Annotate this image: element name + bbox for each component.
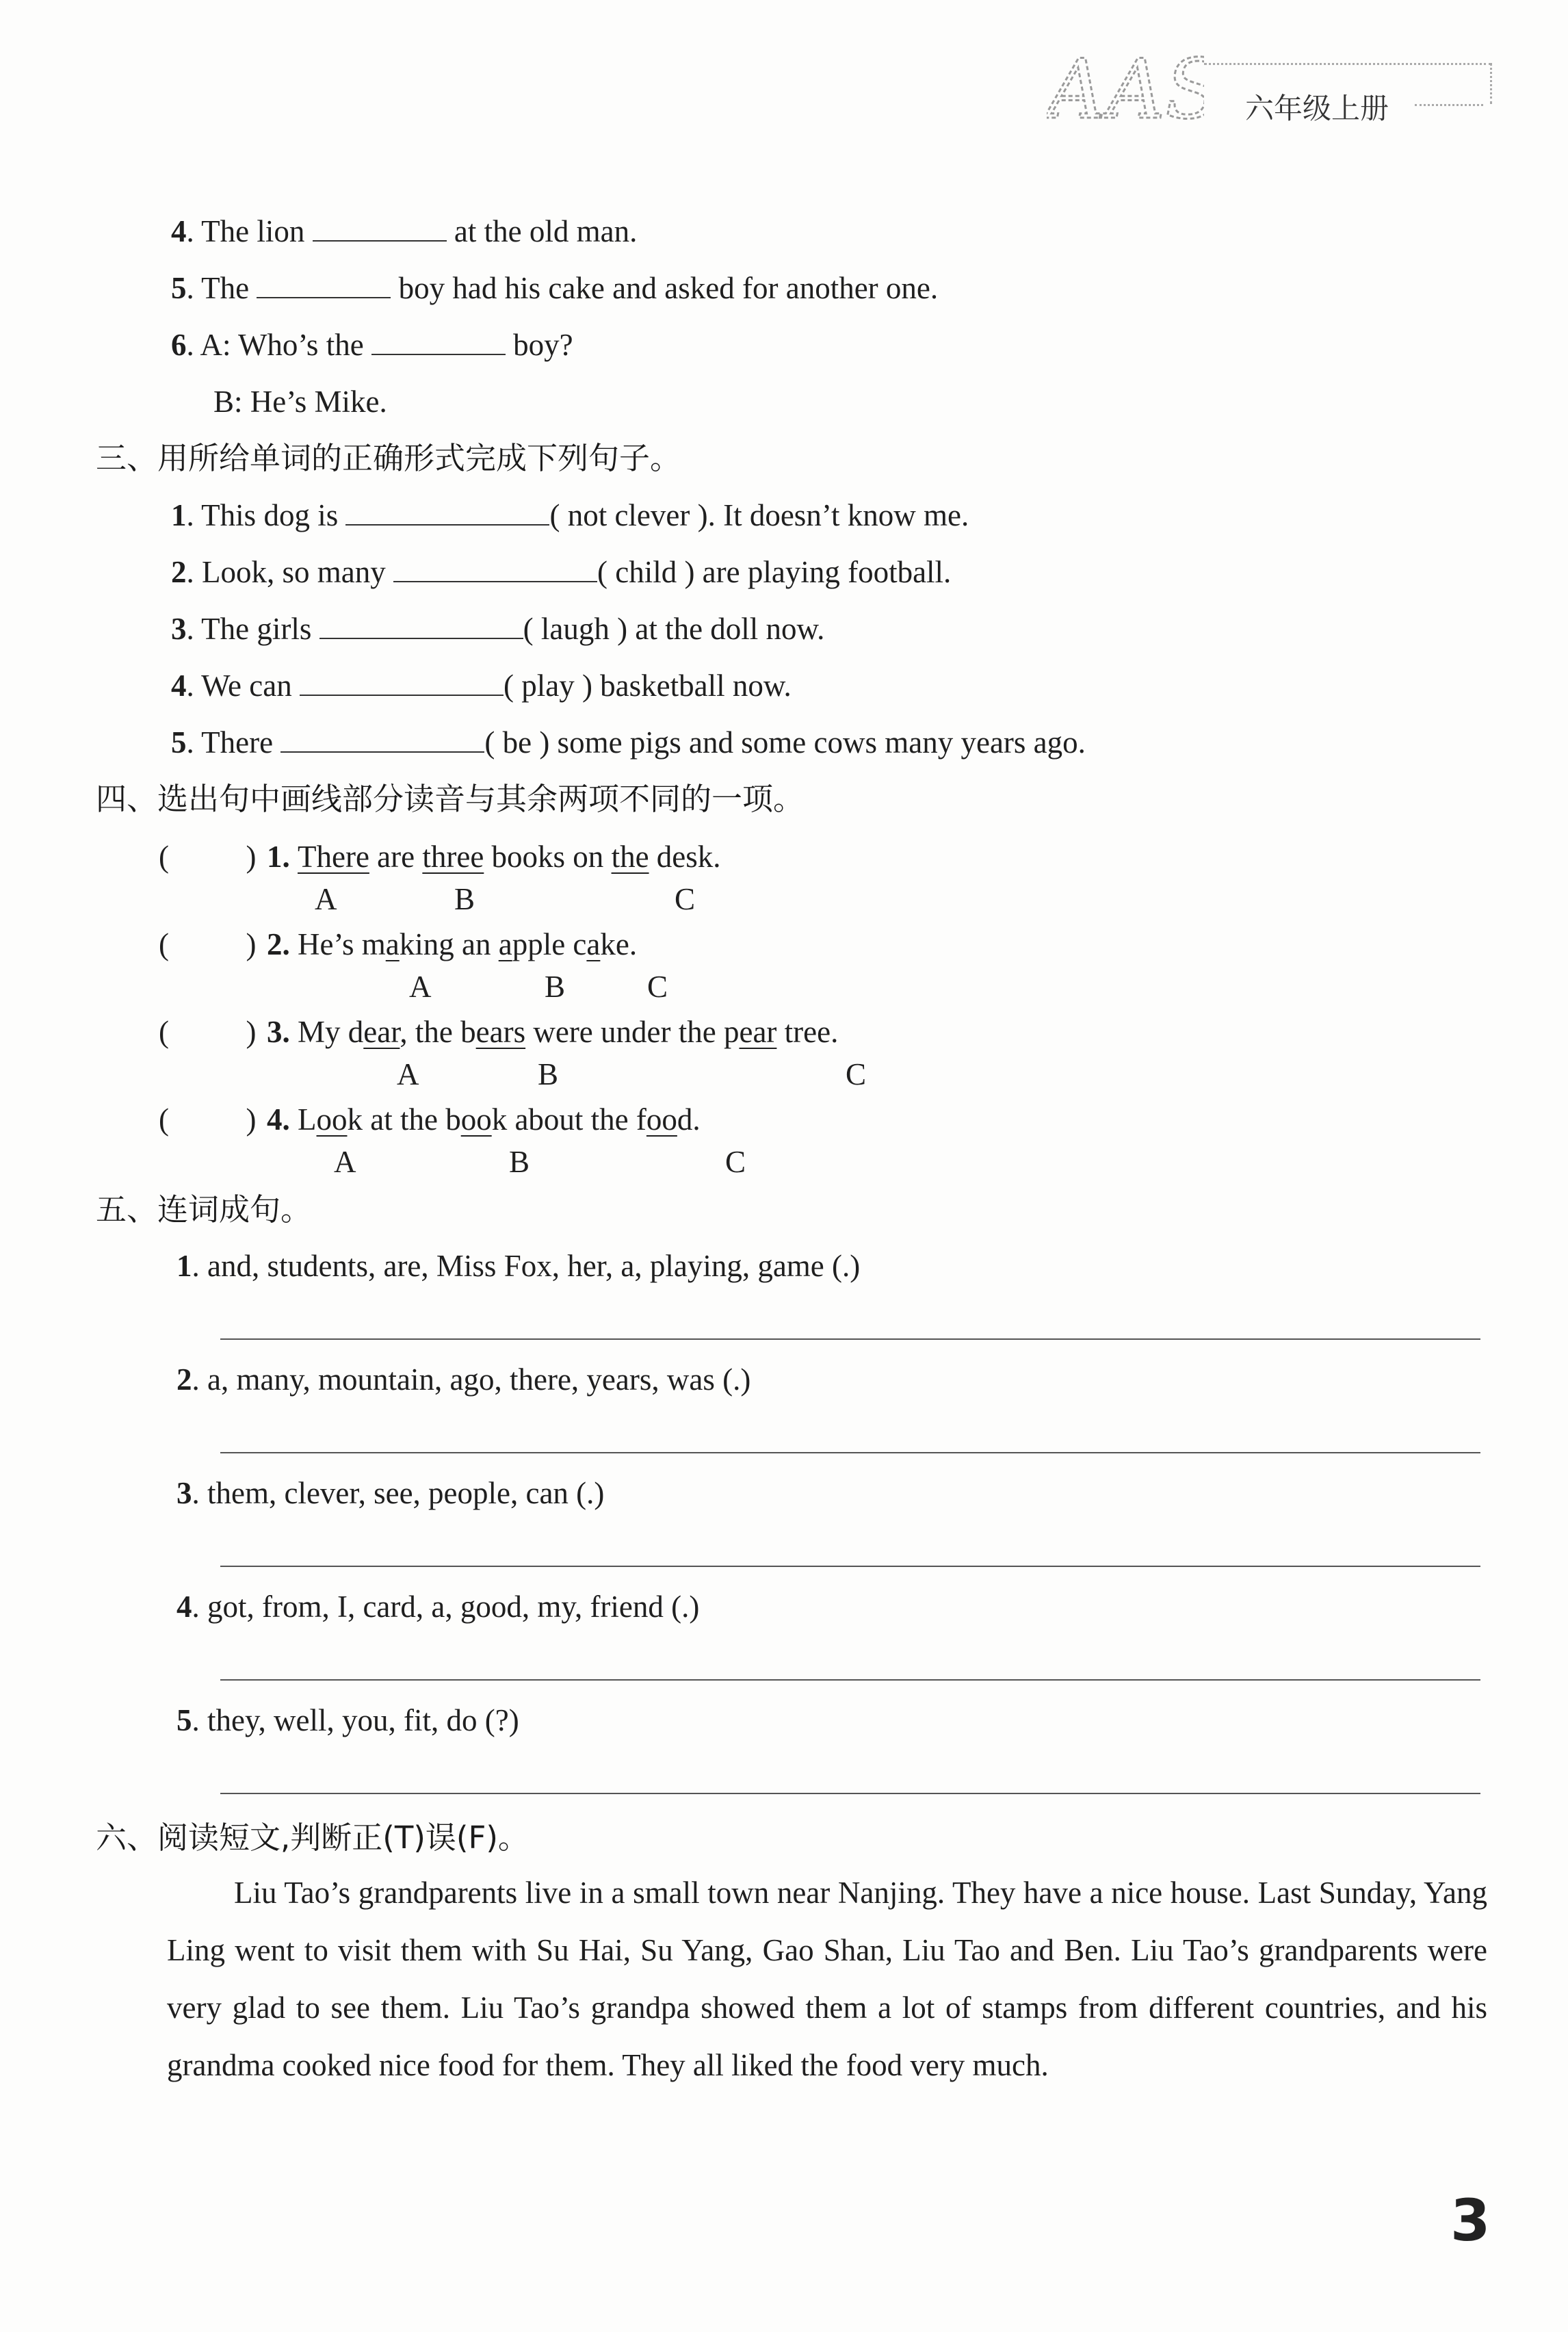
s2-q5-after: boy had his cake and asked for another one. — [398, 271, 939, 305]
s4-label-b: B — [538, 1057, 559, 1091]
s3-item — [171, 666, 792, 705]
s3-item-blank[interactable] — [280, 751, 484, 753]
header-logo — [1047, 42, 1204, 131]
s4-item-sentence: 3. My dear, the bears were under the pear tree. — [267, 1015, 839, 1049]
s4-underlined-a: There — [298, 840, 369, 874]
s2-q4-before: . The lion — [186, 214, 305, 248]
s4-item-sentence: 1. There are three books on the desk. — [267, 840, 721, 874]
s4-text: pple c — [512, 927, 587, 961]
s4-text: king an — [399, 927, 499, 961]
s4-text: My d — [298, 1015, 364, 1049]
s3-item-hint: ( laugh ) at the doll now. — [523, 612, 825, 646]
s4-text: were under the p — [525, 1015, 740, 1049]
s3-item-blank[interactable] — [393, 581, 597, 582]
s4-label-a: A — [315, 882, 337, 916]
s3-item-before: . There — [186, 725, 274, 760]
s3-item-blank[interactable] — [300, 695, 504, 696]
s3-item-hint: ( child ) are playing football. — [597, 555, 952, 589]
s5-item-words: . and, students, are, Miss Fox, her, a, playing, game (.) — [192, 1249, 861, 1283]
s3-item-blank[interactable] — [319, 638, 523, 639]
s3-item-before: . We can — [186, 669, 292, 703]
s4-answer-paren[interactable]: ( ) — [159, 1015, 257, 1049]
s4-item-number: 1 — [267, 840, 283, 874]
s4-answer-paren[interactable]: ( ) — [159, 840, 257, 874]
s5-answer-line[interactable] — [220, 1679, 1480, 1681]
s4-item-number: 4 — [267, 1102, 283, 1137]
s4-item-sentence: 2. He’s making an apple cake. — [267, 927, 638, 961]
s5-item — [177, 1588, 699, 1626]
s5-item-number: 2 — [177, 1362, 192, 1397]
logo-icon — [1047, 42, 1204, 131]
s4-underlined-b: oo — [460, 1102, 492, 1137]
s4-text: He’s m — [298, 927, 386, 961]
s4-item-number: 3 — [267, 1015, 283, 1049]
s2-question-5 — [171, 269, 938, 307]
section5-heading: 五、连词成句。 — [96, 1191, 312, 1228]
s4-label-b: B — [509, 1145, 530, 1179]
s2-q5-before: . The — [186, 271, 250, 305]
s5-item-number: 1 — [177, 1249, 192, 1283]
s3-item-before: . The girls — [186, 612, 312, 646]
s2-q5-number: 5 — [171, 271, 187, 305]
s5-item-words: . a, many, mountain, ago, there, years, was (.) — [192, 1362, 751, 1397]
s4-underlined-a: oo — [316, 1102, 348, 1137]
s4-label-c: C — [846, 1057, 867, 1091]
s2-q6-blank[interactable] — [371, 354, 506, 355]
s3-item — [171, 610, 824, 648]
section3-heading: 三、用所给单词的正确形式完成下列句子。 — [96, 440, 681, 476]
s5-item — [177, 1360, 750, 1399]
s4-underlined-a: ear — [363, 1015, 400, 1049]
section4-heading: 四、选出句中画线部分读音与其余两项不同的一项。 — [96, 781, 805, 817]
s4-label-b: B — [454, 882, 475, 916]
s3-item-blank[interactable] — [345, 524, 549, 526]
s3-item-number: 3 — [171, 612, 187, 646]
s4-label-c: C — [647, 970, 668, 1004]
s3-item-hint: ( be ) some pigs and some cows many years ago. — [484, 725, 1086, 760]
s4-label-a: A — [409, 970, 432, 1004]
s3-item-number: 4 — [171, 669, 187, 703]
s4-text: desk. — [649, 840, 721, 874]
s4-label-a: A — [334, 1145, 356, 1179]
s5-item — [177, 1701, 519, 1739]
s3-item-number: 5 — [171, 725, 187, 760]
svg-text:AAS: AAS — [1047, 42, 1204, 131]
s4-underlined-b: a — [498, 927, 512, 961]
page-number: 3 — [1450, 2187, 1491, 2254]
s5-answer-line[interactable] — [220, 1566, 1480, 1567]
s2-q4-after: at the old man. — [454, 214, 638, 248]
s2-q4-number: 4 — [171, 214, 187, 248]
s3-item-hint: ( not clever ). It doesn’t know me. — [549, 498, 969, 532]
s4-item-sentence: 4. Look at the book about the food. — [267, 1102, 701, 1137]
s4-underlined-c: the — [611, 840, 649, 874]
s3-item — [171, 496, 969, 534]
s2-question-6 — [171, 326, 573, 364]
s5-answer-line[interactable] — [220, 1338, 1480, 1340]
s5-answer-line[interactable] — [220, 1452, 1480, 1453]
s4-text: k at the b — [347, 1102, 461, 1137]
header-title: 六年级上册 — [1245, 92, 1389, 125]
s4-answer-paren[interactable]: ( ) — [159, 1102, 257, 1137]
s4-underlined-a: a — [385, 927, 400, 961]
s2-q5-blank[interactable] — [257, 297, 391, 298]
s2-q6-number: 6 — [171, 328, 187, 362]
s5-answer-line[interactable] — [220, 1793, 1480, 1794]
s4-underlined-b: three — [422, 840, 484, 874]
s3-item — [171, 553, 951, 591]
s4-text: k about the f — [491, 1102, 646, 1137]
s4-underlined-c: a — [586, 927, 601, 961]
s5-item-words: . them, clever, see, people, can (.) — [192, 1476, 605, 1510]
s4-text: L — [298, 1102, 317, 1137]
s5-item-number: 5 — [177, 1703, 192, 1737]
s4-answer-paren[interactable]: ( ) — [159, 927, 257, 961]
s3-item-number: 2 — [171, 555, 187, 589]
s4-label-a: A — [397, 1057, 419, 1091]
s3-item-before: . Look, so many — [186, 555, 386, 589]
section6-heading: 六、阅读短文,判断正(T)误(F)。 — [96, 1819, 529, 1856]
s3-item-hint: ( play ) basketball now. — [503, 669, 792, 703]
s4-text: ke. — [600, 927, 638, 961]
s3-item — [171, 723, 1086, 762]
header-dotted-line-right — [1490, 63, 1492, 104]
s5-item-number: 4 — [177, 1590, 192, 1624]
s4-text: tree. — [776, 1015, 839, 1049]
s4-label-b: B — [545, 970, 566, 1004]
s2-q4-blank[interactable] — [313, 240, 447, 242]
s4-item-number: 2 — [267, 927, 283, 961]
header-dotted-line-bottom — [1415, 104, 1483, 106]
s4-label-c: C — [725, 1145, 746, 1179]
s5-item-number: 3 — [177, 1476, 192, 1510]
s4-text: books on — [484, 840, 612, 874]
s2-question-6b: B: He’s Mike. — [213, 385, 387, 419]
s4-underlined-c: ear — [739, 1015, 777, 1049]
s4-underlined-b: ears — [475, 1015, 526, 1049]
s4-label-c: C — [675, 882, 696, 916]
header-dotted-line-top — [1204, 63, 1491, 65]
s2-q6-after: boy? — [513, 328, 573, 362]
s5-item — [177, 1474, 604, 1512]
s4-text: , the b — [400, 1015, 476, 1049]
s3-item-before: . This dog is — [186, 498, 339, 532]
s4-text: are — [369, 840, 423, 874]
s5-item-words: . they, well, you, fit, do (?) — [192, 1703, 519, 1737]
s5-item-words: . got, from, I, card, a, good, my, friend (.) — [192, 1590, 700, 1624]
reading-passage: Liu Tao’s grandparents live in a small town near Nanjing. They have a nice house. Last Sunday, Yang Ling went to visit them with Su Hai, Su Yang, Gao Shan, Liu Tao and Ben. Liu Tao’s grandparents were very glad to see them. Liu Tao’s grandpa showed them a lot of stamps from different countries, and his grandma cooked nice food for them. They all liked the food very much. — [167, 1876, 1487, 2082]
s3-item-number: 1 — [171, 498, 187, 532]
s2-question-4 — [171, 212, 637, 250]
s2-q6-before: . A: Who’s the — [186, 328, 364, 362]
s5-item — [177, 1247, 860, 1285]
s4-underlined-c: oo — [646, 1102, 677, 1137]
s4-text: d. — [677, 1102, 701, 1137]
